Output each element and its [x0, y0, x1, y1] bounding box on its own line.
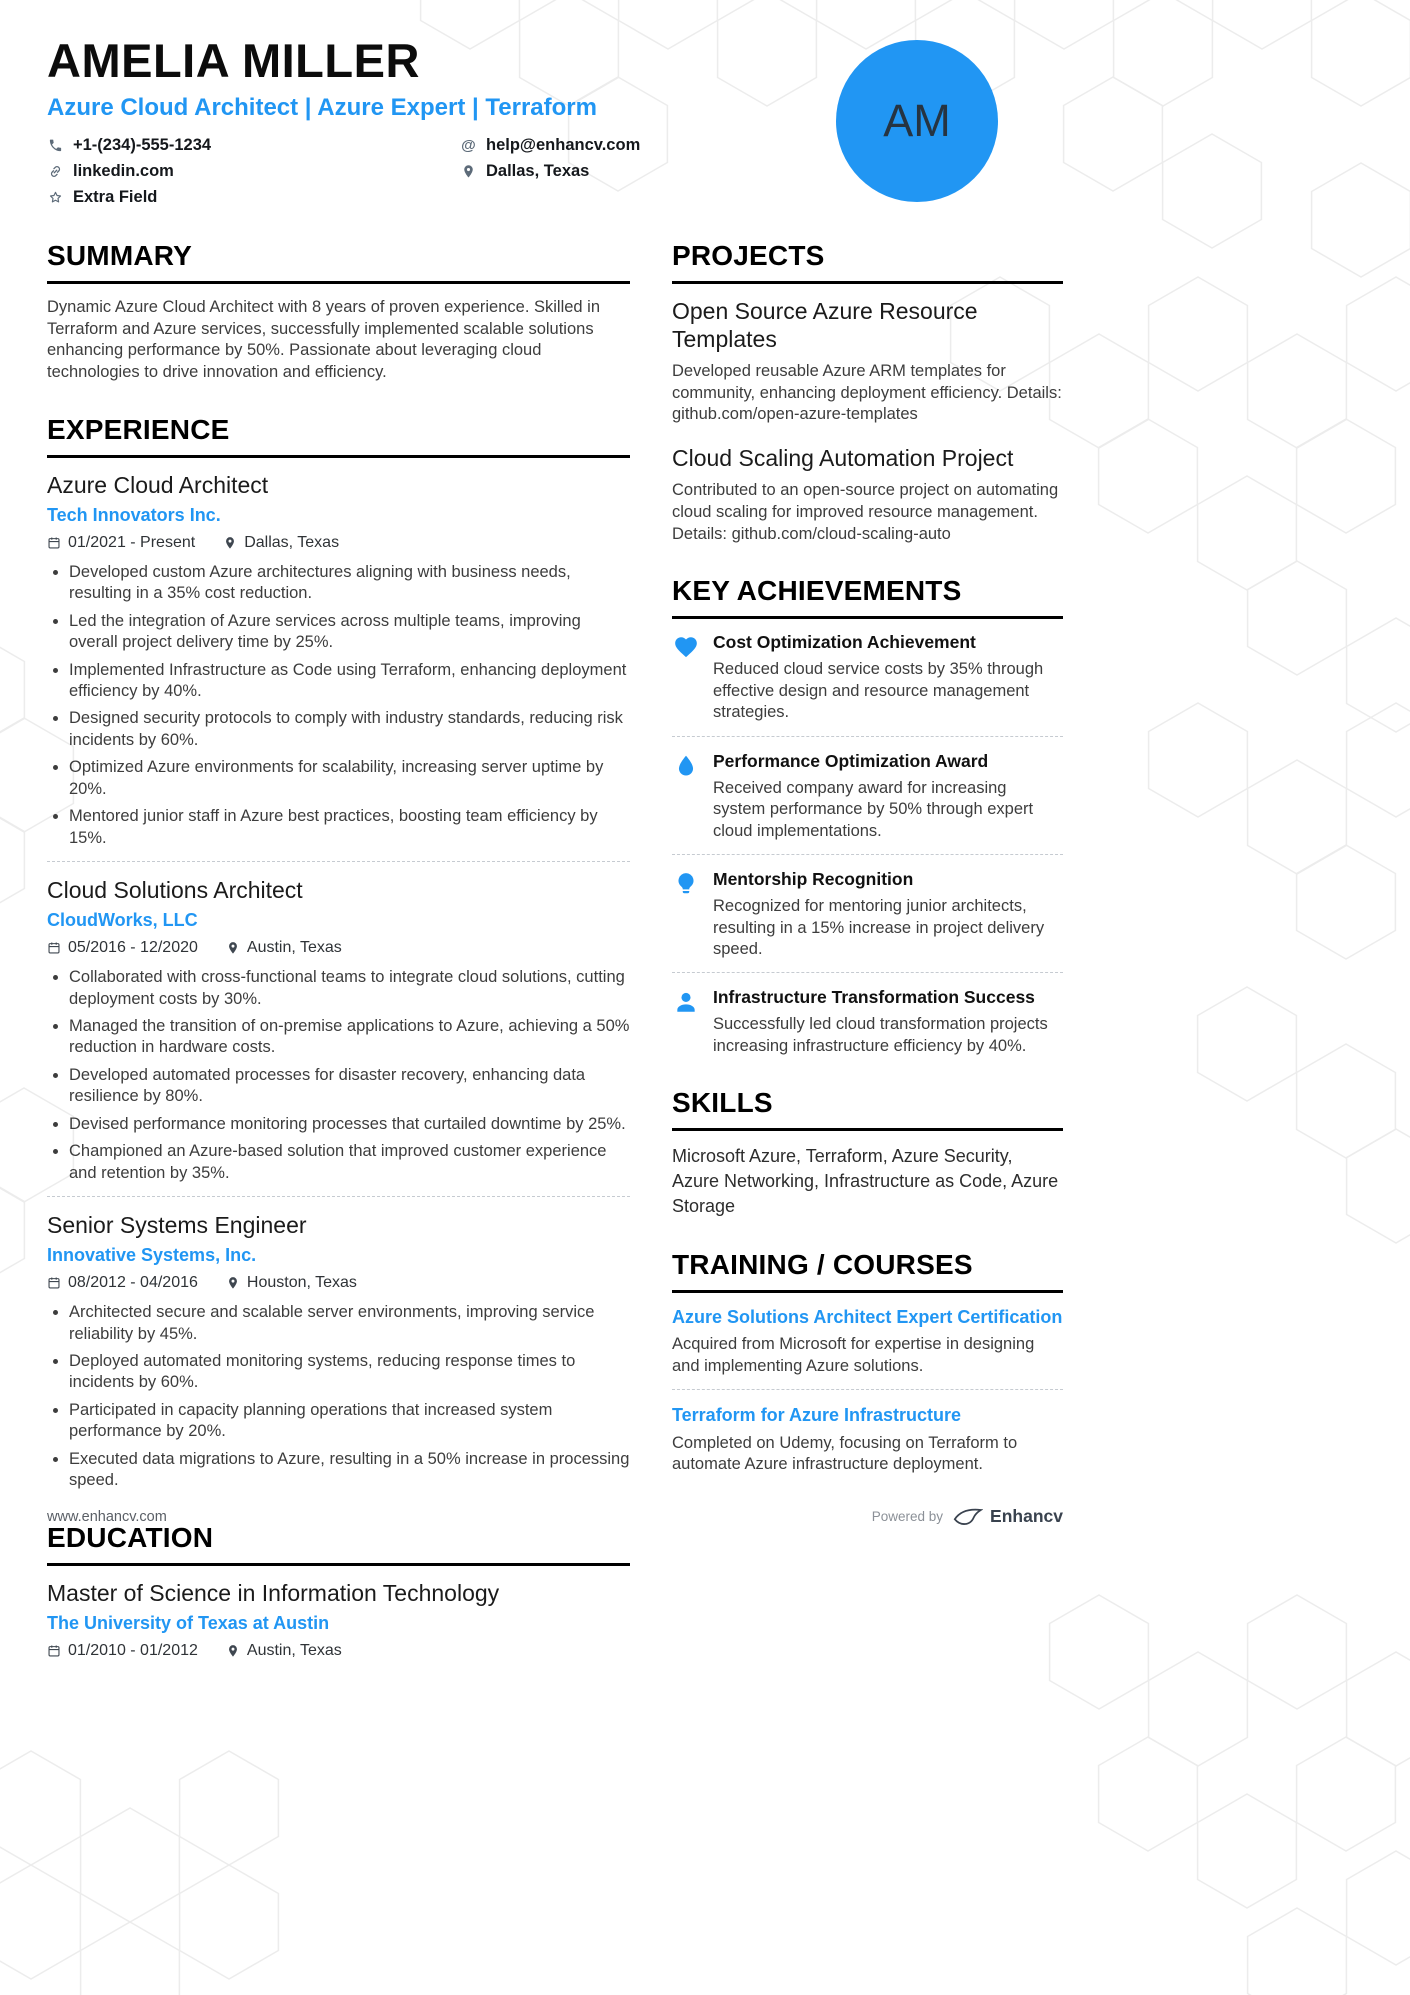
- achievements-section: [672, 575, 1063, 1057]
- project-title: Open Source Azure Resource Templates: [672, 297, 978, 352]
- training-title: Terraform for Azure Infrastructure: [672, 1405, 962, 1426]
- achievement-item: [672, 869, 1063, 960]
- training-entry: [672, 1306, 1063, 1377]
- job-meta: [47, 534, 630, 552]
- job-location: Houston, Texas: [246, 1274, 357, 1292]
- contact-list: [47, 136, 640, 207]
- powered-by-label: Powered by: [871, 1509, 944, 1524]
- header-identity: [47, 36, 640, 207]
- dashed-divider: [672, 1389, 1063, 1390]
- project-entry: [672, 297, 1063, 426]
- job-location-item: [223, 534, 339, 552]
- education-location-item: [226, 1642, 342, 1660]
- calendar-icon: [47, 941, 61, 955]
- job-bullet: • Managed the transition of on-premise applications to Azure, achieving a 50% reduction in hardware costs.: [69, 1016, 630, 1059]
- job-location-item: [226, 939, 342, 957]
- training-description: Completed on Udemy, focusing on Terraform to automate Azure infrastructure deployment.: [672, 1433, 1018, 1474]
- job-title: Senior Systems Engineer: [47, 1212, 307, 1239]
- enhancv-website-link[interactable]: www.enhancv.com: [47, 1508, 167, 1525]
- dashed-divider: [47, 1196, 630, 1197]
- achievement-title: Infrastructure Transformation Success: [713, 987, 1035, 1008]
- phone-value: +1-(234)-555-1234: [73, 135, 212, 154]
- experience-section: [47, 414, 630, 1492]
- job-meta: [47, 1274, 630, 1292]
- bulb-icon: [672, 871, 700, 897]
- job-title: Azure Cloud Architect: [47, 471, 269, 498]
- job-bullet: • Designed security protocols to comply with industry standards, reducing risk incidents by 60%.: [69, 708, 630, 751]
- location-icon: [226, 1644, 240, 1658]
- phone-icon: [47, 138, 64, 153]
- job-company: Tech Innovators Inc.: [47, 504, 221, 525]
- at-icon: @: [461, 136, 476, 154]
- link-icon: [47, 164, 64, 179]
- calendar-icon: [47, 536, 61, 550]
- location-icon: [223, 536, 237, 550]
- job-bullet: • Devised performance monitoring processes that curtailed downtime by 25%.: [69, 1114, 630, 1135]
- job-bullet: • Implemented Infrastructure as Code using Terraform, enhancing deployment efficiency by 40%.: [69, 660, 630, 703]
- achievement-item: [672, 632, 1063, 723]
- job-dates-item: [47, 534, 195, 552]
- job-meta: [47, 939, 630, 957]
- achievement-item: [672, 987, 1063, 1057]
- dashed-divider: [672, 854, 1063, 855]
- achievement-description: Reduced cloud service costs by 35% through effective design and resource management strategies.: [713, 660, 1044, 722]
- job-location: Dallas, Texas: [244, 533, 340, 551]
- contact-email[interactable]: [460, 136, 640, 155]
- education-section: [47, 1522, 630, 1660]
- contact-location: [460, 162, 640, 181]
- job-location: Austin, Texas: [246, 939, 342, 957]
- summary-heading: SUMMARY: [47, 240, 630, 284]
- dashed-divider: [672, 736, 1063, 737]
- education-location: Austin, Texas: [246, 1641, 342, 1659]
- job-dates-item: [47, 939, 198, 957]
- job-dates: 08/2012 - 04/2016: [68, 1274, 198, 1292]
- project-description: Contributed to an open-source project on automating cloud scaling for improved resource management. Details: github.com/cloud-scaling-auto: [672, 481, 1059, 543]
- skills-heading: SKILLS: [672, 1087, 1063, 1131]
- person-icon: [672, 989, 700, 1015]
- experience-entry: [47, 876, 630, 1184]
- education-dates: 01/2010 - 01/2012: [68, 1641, 198, 1659]
- droplet-icon: [672, 753, 700, 779]
- heart-icon: [672, 634, 700, 660]
- email-value: help@enhancv.com: [486, 135, 641, 154]
- achievement-description: Successfully led cloud transformation projects increasing infrastructure efficiency by 40%.: [713, 1015, 1048, 1055]
- skills-section: [672, 1087, 1063, 1218]
- education-heading: EDUCATION: [47, 1522, 630, 1566]
- calendar-icon: [47, 1276, 61, 1290]
- powered-by[interactable]: [872, 1506, 1063, 1527]
- extra-field-value: Extra Field: [73, 187, 158, 206]
- achievement-title: Performance Optimization Award: [713, 750, 989, 771]
- location-icon: [226, 1276, 240, 1290]
- resume-header: [47, 36, 1016, 207]
- job-bullet: • Architected secure and scalable server environments, improving service reliability by 45%.: [69, 1302, 630, 1345]
- avatar: [836, 40, 998, 202]
- job-bullet: • Developed automated processes for disaster recovery, enhancing data resilience by 80%.: [69, 1065, 630, 1108]
- education-dates-item: [47, 1642, 198, 1660]
- education-meta: [47, 1642, 630, 1660]
- contact-extra-field: [47, 188, 460, 207]
- training-heading: TRAINING / COURSES: [672, 1249, 1063, 1293]
- calendar-icon: [47, 1644, 61, 1658]
- summary-text: Dynamic Azure Cloud Architect with 8 years of proven experience. Skilled in Terraform and Azure services, successfully implemented scalable solutions enhancing performance by 50%. Passionate about leveraging cloud technologies to drive innovation and efficiency.: [47, 297, 601, 382]
- degree-title: Master of Science in Information Technology: [47, 1579, 500, 1606]
- dashed-divider: [47, 861, 630, 862]
- skills-list: Microsoft Azure, Terraform, Azure Security, Azure Networking, Infrastructure as Code, Azure Storage: [672, 1146, 1059, 1216]
- summary-section: [47, 240, 630, 384]
- experience-entry: [47, 471, 630, 849]
- job-dates: 01/2021 - Present: [68, 533, 196, 551]
- project-entry: [672, 444, 1063, 545]
- dashed-divider: [672, 972, 1063, 973]
- job-dates: 05/2016 - 12/2020: [68, 939, 198, 957]
- contact-link[interactable]: [47, 162, 460, 181]
- achievement-item: [672, 751, 1063, 842]
- job-company: Innovative Systems, Inc.: [47, 1245, 257, 1266]
- location-value: Dallas, Texas: [486, 161, 590, 180]
- training-description: Acquired from Microsoft for expertise in designing and implementing Azure solutions.: [672, 1335, 1035, 1375]
- job-bullet: • Participated in capacity planning operations that increased system performance by 20%.: [69, 1400, 630, 1443]
- school-name: The University of Texas at Austin: [47, 1612, 330, 1633]
- training-title: Azure Solutions Architect Expert Certification: [672, 1306, 1063, 1327]
- star-icon: [47, 190, 64, 205]
- experience-entry: [47, 1211, 630, 1492]
- location-icon: [226, 941, 240, 955]
- achievement-description: Recognized for mentoring junior architects, resulting in a 15% increase in project delivery speed.: [713, 897, 1045, 958]
- job-location-item: [226, 1274, 357, 1292]
- job-bullet: • Developed custom Azure architectures aligning with business needs, resulting in a 35% cost reduction.: [69, 562, 630, 605]
- job-bullet: • Championed an Azure-based solution that improved customer experience and retention by 35%.: [69, 1141, 630, 1184]
- job-bullet: • Collaborated with cross-functional teams to integrate cloud solutions, cutting deployment costs by 30%.: [69, 967, 630, 1010]
- enhancv-logo-icon: [953, 1507, 983, 1527]
- projects-heading: PROJECTS: [672, 240, 1063, 284]
- experience-heading: EXPERIENCE: [47, 414, 630, 458]
- project-description: Developed reusable Azure ARM templates for community, enhancing deployment efficiency. Details: github.com/open-azure-templates: [672, 361, 1062, 424]
- job-bullet: • Mentored junior staff in Azure best practices, boosting team efficiency by 15%.: [69, 806, 630, 849]
- job-bullet: • Optimized Azure environments for scalability, increasing server uptime by 20%.: [69, 757, 630, 800]
- job-title: Cloud Solutions Architect: [47, 877, 303, 904]
- location-icon: [460, 164, 477, 179]
- job-bullets: [47, 967, 630, 1184]
- page-footer: [47, 1506, 1063, 1527]
- job-bullet: • Deployed automated monitoring systems, reducing response times to incidents by 60%.: [69, 1351, 630, 1394]
- avatar-initials: AM: [883, 95, 951, 146]
- job-bullets: [47, 562, 630, 849]
- right-column: [672, 240, 1063, 1690]
- link-value: linkedin.com: [73, 161, 174, 180]
- job-bullets: [47, 1302, 630, 1492]
- job-dates-item: [47, 1274, 198, 1292]
- job-company: CloudWorks, LLC: [47, 910, 198, 931]
- job-bullet: • Led the integration of Azure services across multiple teams, improving overall project delivery time by 25%.: [69, 611, 630, 654]
- job-bullet: • Executed data migrations to Azure, resulting in a 50% increase in processing speed.: [69, 1449, 630, 1492]
- achievement-description: Received company award for increasing system performance by 50% through expert cloud implementations.: [713, 778, 1034, 840]
- enhancv-brand: [953, 1506, 1063, 1527]
- achievement-title: Cost Optimization Achievement: [713, 632, 976, 653]
- contact-phone[interactable]: [47, 136, 460, 155]
- enhancv-brand-name: Enhancv: [990, 1506, 1063, 1526]
- achievement-title: Mentorship Recognition: [713, 869, 914, 890]
- candidate-name: AMELIA MILLER: [47, 34, 420, 87]
- achievements-heading: KEY ACHIEVEMENTS: [672, 575, 1063, 619]
- project-title: Cloud Scaling Automation Project: [672, 445, 1014, 472]
- projects-section: [672, 240, 1063, 546]
- candidate-title: Azure Cloud Architect | Azure Expert | Terraform: [47, 93, 597, 121]
- left-column: [47, 240, 630, 1690]
- training-section: [672, 1249, 1063, 1476]
- training-entry: [672, 1404, 1063, 1475]
